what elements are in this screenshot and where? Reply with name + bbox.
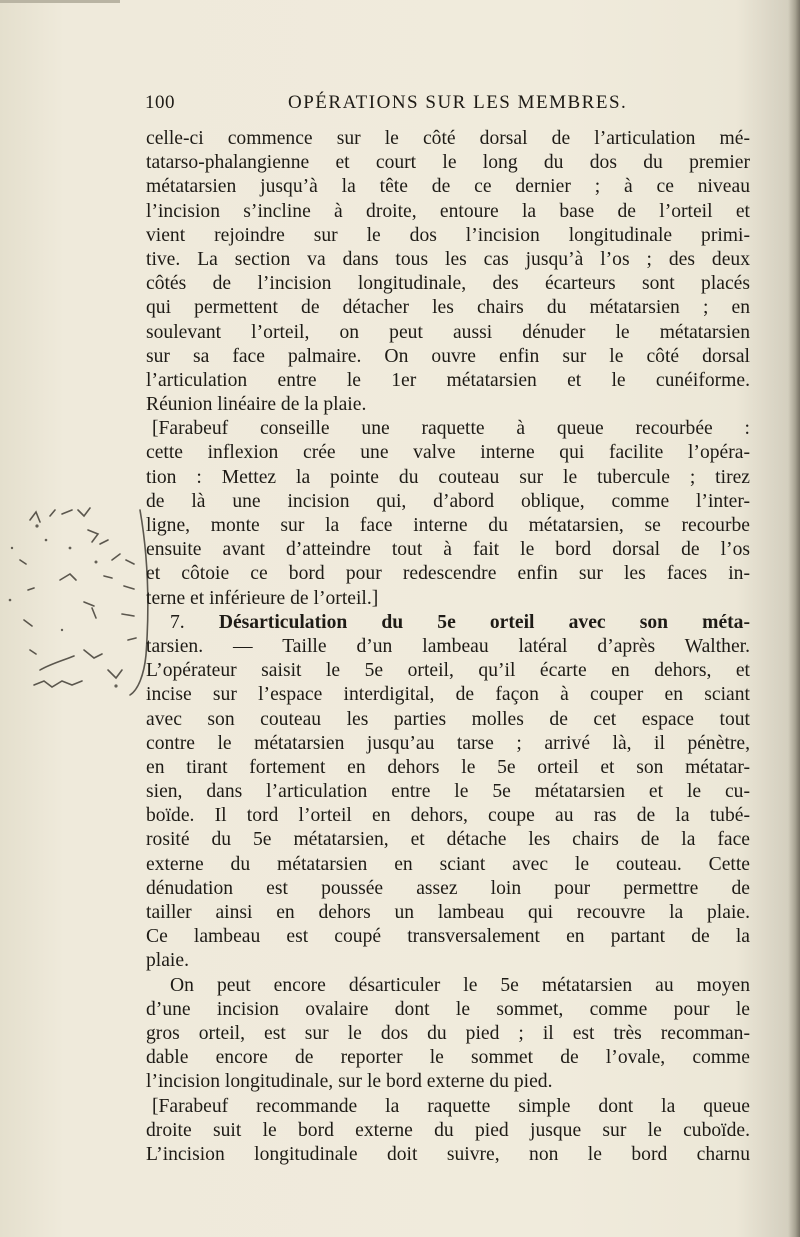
library-stamp-image [0,490,160,700]
text-line: et côtoie ce bord pour redescendre enfin sur les faces in- [146,563,750,585]
text-line: côtés de l’incision longitudinale, des écarteurs sont placés [146,273,750,295]
text-line: en tirant fortement en dehors le 5e orteil et son métatar- [146,756,750,778]
text-line: externe du métatarsien en sciant avec le couteau. Cette [146,853,750,875]
text-line: ensuite avant d’atteindre tout à fait le bord dorsal de l’os [146,539,750,561]
text-line: boïde. Il tord l’orteil en dehors, coupe au ras de la tubé- [146,805,750,827]
text-line: avec son couteau les parties molles de cet espace tout [146,708,750,730]
body-text [146,127,750,1167]
text-line: L’opérateur saisit le 5e orteil, qu’il écarte en dehors, et [146,660,750,682]
text-line: métatarsien jusqu’à la tête de ce dernier ; à ce niveau [146,176,750,198]
section-number: 7. [170,611,185,633]
text-line: On peut encore désarticuler le 5e métatarsien au moyen [170,974,750,996]
text-line: dable encore de reporter le sommet de l’ovale, comme [146,1047,750,1069]
text-line: tion : Mettez la pointe du couteau sur le tubercule ; tirez [146,466,750,488]
text-line: plaie. [146,950,189,972]
text-line: rosité du 5e métatarsien, et détache les chairs de la face [146,829,750,851]
text-line: tailler ainsi en dehors un lambeau qui recouvre la plaie. [146,902,750,923]
text-line: cette inflexion crée une valve interne qui facilite l’opéra- [146,442,750,464]
text-line: tatarso-phalangienne et court le long du dos du premier [146,152,750,174]
text-line: l’incision s’incline à droite, entoure la base de l’orteil et [146,200,750,222]
section-title: Désarticulation du 5e orteil avec son méta- [218,611,750,633]
text-line: soulevant l’orteil, on peut aussi dénuder le métatarsien [146,321,750,343]
text-line: sur sa face palmaire. On ouvre enfin sur le côté dorsal [146,345,750,367]
text-line: dénudation est poussée assez loin pour permettre de [146,877,750,899]
text-line: celle-ci commence sur le côté dorsal de l’articulation mé- [146,128,750,149]
text-line: vient rejoindre sur le dos l’incision longitudinale primi- [146,224,750,246]
text-line: d’une incision ovalaire dont le sommet, comme pour le [146,998,750,1020]
text-line: contre le métatarsien jusqu’au tarse ; arrivé là, il pénètre, [146,732,750,754]
text-line: Ce lambeau est coupé transversalement en partant de la [146,926,750,948]
running-head [145,92,745,122]
text-line: l’articulation entre le 1er métatarsien et le cunéiforme. [146,369,750,391]
text-line: [Farabeuf recommande la raquette simple dont la queue [152,1095,750,1117]
text-line: ligne, monte sur la face interne du métatarsien, se recourbe [146,515,750,536]
text-line: qui permettent de détacher les chairs du métatarsien ; en [146,297,750,319]
text-line: L’incision longitudinale doit suivre, non le bord charnu [146,1143,750,1165]
text-line: incise sur l’espace interdigital, de façon à couper en sciant [146,684,750,706]
text-line: gros orteil, est sur le dos du pied ; il est très recomman- [146,1022,750,1044]
running-title: OPÉRATIONS SUR LES MEMBRES. [288,92,628,113]
page-gutter-shadow [788,0,800,1237]
text-line: sien, dans l’articulation entre le 5e métatarsien et le cu- [146,781,750,803]
text-line: de là une incision qui, d’abord oblique, comme l’inter- [146,490,750,512]
text-line: [Farabeuf conseille une raquette à queue recourbée : [152,418,750,440]
text-line: l’incision longitudinale, sur le bord externe du pied. [146,1071,553,1093]
text-line: tive. La section va dans tous les cas jusqu’à l’os ; des deux [146,248,750,270]
section-heading [146,611,750,635]
page-top-rule [0,0,120,3]
page-number: 100 [145,92,175,113]
text-line: terne et inférieure de l’orteil.] [146,587,379,609]
text-line: droite suit le bord externe du pied jusque sur le cuboïde. [146,1119,750,1141]
text-line: tarsien. — Taille d’un lambeau latéral d’après Walther. [146,635,750,657]
text-line: Réunion linéaire de la plaie. [146,394,367,416]
